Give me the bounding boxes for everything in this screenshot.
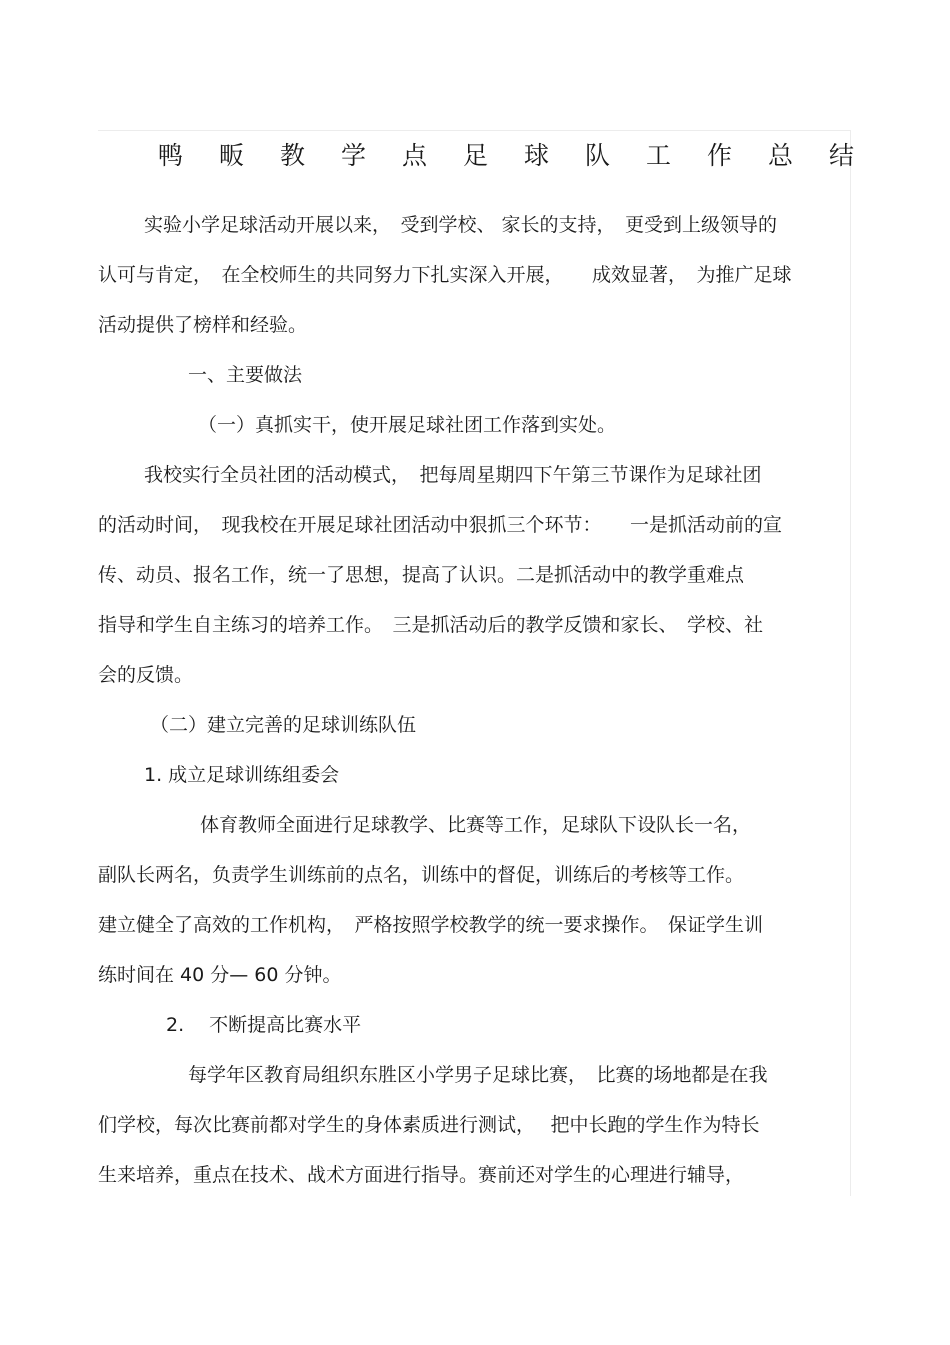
- body-line: 认可与肯定， 在全校师生的共同努力下扎实深入开展， 成效显著， 为推广足球: [98, 264, 792, 286]
- body-line: 建立健全了高效的工作机构， 严格按照学校教学的统一要求操作。 保证学生训: [98, 914, 764, 936]
- title-char: 队: [585, 141, 611, 170]
- body-line: 每学年区教育局组织东胜区小学男子足球比赛， 比赛的场地都是在我: [188, 1064, 768, 1086]
- body-line: 们学校，每次比赛前都对学生的身体素质进行测试， 把中长跑的学生作为特长: [98, 1114, 760, 1136]
- body-line: 活动提供了榜样和经验。: [98, 314, 308, 336]
- title-char: 工: [646, 141, 672, 170]
- title-char: 畈: [219, 141, 245, 170]
- document-title: [98, 136, 855, 176]
- body-line: 传、动员、报名工作，统一了思想，提高了认识。二是抓活动中的教学重难点: [98, 564, 745, 586]
- body-line: 我校实行全员社团的活动模式， 把每周星期四下午第三节课作为足球社团: [144, 464, 762, 486]
- body-line: 指导和学生自主练习的培养工作。 三是抓活动后的教学反馈和家长、 学校、社: [98, 614, 764, 636]
- title-char: 结: [829, 141, 855, 170]
- subsection-heading: （一）真抓实干，使开展足球社团工作落到实处。: [198, 414, 617, 436]
- title-char: 足: [463, 141, 489, 170]
- body-line: 副队长两名，负责学生训练前的点名，训练中的督促，训练后的考核等工作。: [98, 864, 745, 886]
- page-frame-top: [98, 130, 850, 131]
- title-char: 鸭: [158, 141, 184, 170]
- body-line: 生来培养，重点在技术、战术方面进行指导。赛前还对学生的心理进行辅导，: [98, 1164, 745, 1186]
- title-char: 总: [768, 141, 794, 170]
- section-heading: 一、主要做法: [188, 364, 303, 386]
- item-heading: 2. 不断提高比赛水平: [166, 1014, 362, 1036]
- page-frame-right: [850, 130, 851, 1196]
- body-line: 会的反馈。: [98, 664, 194, 686]
- title-char: 球: [524, 141, 550, 170]
- body-line: 实验小学足球活动开展以来， 受到学校、 家长的支持， 更受到上级领导的: [144, 214, 778, 236]
- title-char: 作: [707, 141, 733, 170]
- title-char: 点: [402, 141, 428, 170]
- body-line: 的活动时间， 现我校在开展足球社团活动中狠抓三个环节： 一是抓活动前的宣: [98, 514, 783, 536]
- body-line: 体育教师全面进行足球教学、比赛等工作，足球队下设队长一名，: [200, 814, 752, 836]
- item-heading: 1. 成立足球训练组委会: [144, 764, 340, 786]
- body-line: 练时间在 40 分— 60 分钟。: [98, 964, 342, 986]
- title-char: 教: [280, 141, 306, 170]
- title-char: 学: [341, 141, 367, 170]
- subsection-heading: （二）建立完善的足球训练队伍: [150, 714, 417, 736]
